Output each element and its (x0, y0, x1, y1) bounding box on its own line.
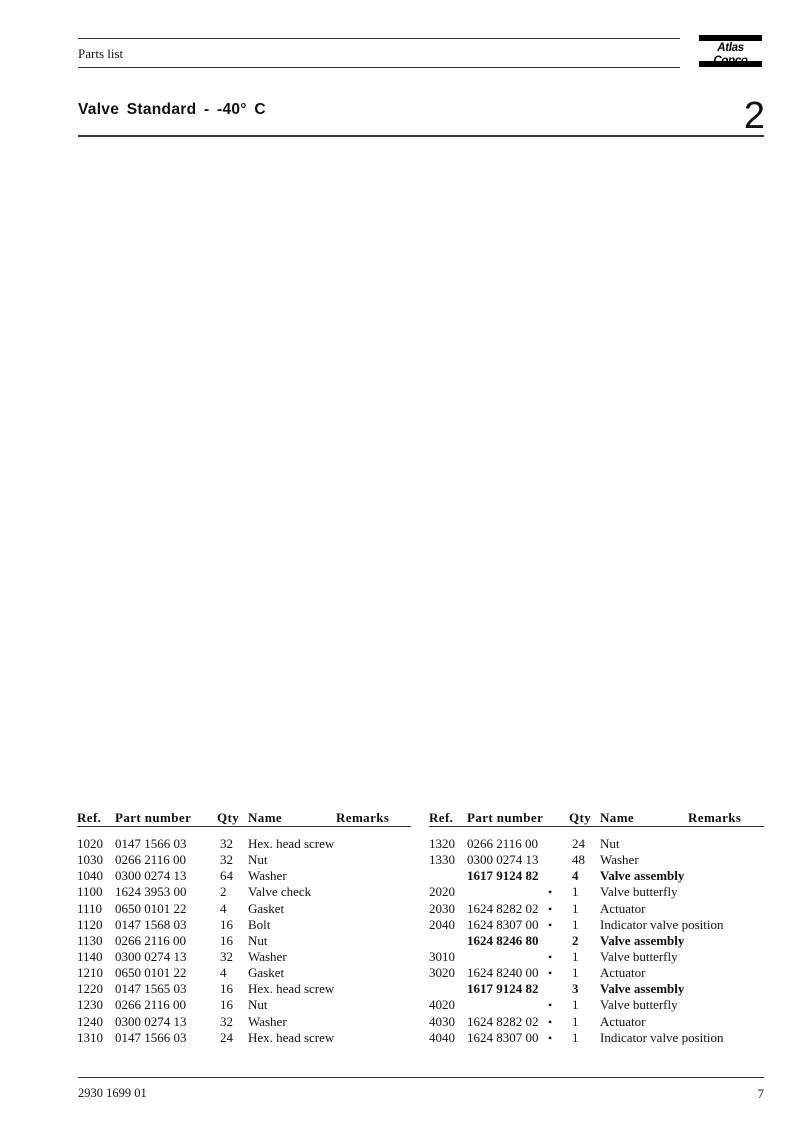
parts-table-left (77, 810, 411, 1050)
row-qty: 1 (572, 948, 579, 964)
row-qty: 32 (220, 836, 233, 851)
row-part-number: 0300 0274 13 (467, 852, 539, 868)
row-part-number: 0147 1568 03 (115, 916, 187, 932)
row-name: Washer (248, 1013, 287, 1029)
row-qty: 1 (572, 916, 579, 932)
row-name: Hex. head screw (248, 1029, 335, 1045)
row-ref: 1210 (77, 965, 103, 981)
row-ref: 1120 (77, 916, 103, 932)
row-bullet: • (548, 949, 553, 964)
footer-rule (78, 1077, 764, 1078)
row-part-number: 1624 8282 02 (467, 900, 539, 916)
row-ref: 1130 (77, 932, 103, 948)
row-part-number: 0147 1566 03 (115, 836, 187, 851)
row-part-number: 0266 2116 00 (115, 997, 187, 1013)
col-header-ref: Ref. (429, 810, 454, 825)
row-ref: 4020 (429, 997, 455, 1013)
row-name: Valve assembly (600, 868, 685, 884)
row-qty: 1 (572, 900, 579, 916)
row-ref: 1030 (77, 852, 103, 868)
row-part-number: 1624 8282 02 (467, 1013, 539, 1029)
row-name: Nut (248, 997, 268, 1013)
title-rule (78, 135, 764, 137)
row-part-number: 0300 0274 13 (115, 1013, 187, 1029)
page-title: Valve Standard - -40° C (78, 101, 266, 118)
row-qty: 16 (220, 997, 233, 1013)
row-part-number: 1624 3953 00 (115, 884, 187, 900)
row-bullet: • (548, 1030, 553, 1045)
row-qty: 32 (220, 1013, 233, 1029)
row-name: Actuator (600, 965, 646, 981)
row-bullet: • (548, 901, 553, 916)
row-qty: 2 (572, 932, 579, 948)
row-part-number: 0266 2116 00 (467, 836, 539, 851)
table-header-rule (77, 826, 411, 827)
row-qty: 1 (572, 1029, 579, 1045)
header-top-rule (78, 38, 680, 39)
row-part-number: 1624 8240 00 (467, 965, 539, 981)
col-header-qty: Qty (569, 810, 592, 825)
row-bullet: • (548, 917, 553, 932)
row-qty: 64 (220, 868, 233, 884)
row-qty: 4 (572, 868, 579, 884)
row-ref: 1230 (77, 997, 103, 1013)
row-name: Gasket (248, 900, 285, 916)
row-ref: 1100 (77, 884, 103, 900)
col-header-name: Name (600, 810, 635, 825)
row-name: Washer (248, 868, 287, 884)
row-name: Valve check (248, 884, 312, 900)
row-qty: 32 (220, 852, 233, 868)
logo-bar-bottom (699, 61, 762, 67)
row-name: Gasket (248, 965, 285, 981)
row-part-number: 0650 0101 22 (115, 965, 187, 981)
row-ref: 3010 (429, 948, 455, 964)
row-bullet: • (548, 998, 553, 1013)
row-ref: 3020 (429, 965, 455, 981)
parts-table-right (429, 810, 764, 1050)
row-part-number: 0147 1566 03 (115, 1029, 187, 1045)
document-code: 2930 1699 01 (78, 1086, 147, 1100)
row-part-number: 0147 1565 03 (115, 981, 187, 997)
row-name: Indicator valve position (600, 1029, 724, 1045)
row-qty: 4 (220, 965, 227, 981)
row-part-number: 1624 8307 00 (467, 916, 539, 932)
row-ref: 4040 (429, 1029, 455, 1045)
row-ref: 1330 (429, 852, 455, 868)
row-part-number: 0300 0274 13 (115, 868, 187, 884)
row-qty: 16 (220, 981, 233, 997)
row-qty: 24 (572, 836, 585, 851)
row-name: Hex. head screw (248, 836, 335, 851)
row-name: Valve assembly (600, 981, 685, 997)
row-part-number: 0300 0274 13 (115, 948, 187, 964)
row-ref: 2040 (429, 916, 455, 932)
header-label: Parts list (78, 46, 124, 61)
col-header-name: Name (248, 810, 283, 825)
atlas-copco-logo (699, 35, 762, 67)
row-ref: 1320 (429, 836, 455, 851)
table-header-rule (429, 826, 764, 827)
row-qty: 1 (572, 884, 579, 900)
col-header-qty: Qty (217, 810, 240, 825)
row-qty: 16 (220, 916, 233, 932)
row-qty: 4 (220, 900, 227, 916)
row-name: Actuator (600, 1013, 646, 1029)
row-name: Hex. head screw (248, 981, 335, 997)
row-ref: 1310 (77, 1029, 103, 1045)
row-name: Washer (248, 948, 287, 964)
row-part-number: 0650 0101 22 (115, 900, 187, 916)
row-name: Bolt (248, 916, 271, 932)
row-bullet: • (548, 966, 553, 981)
col-header-remarks: Remarks (688, 810, 742, 825)
col-header-part-number: Part number (115, 810, 192, 825)
row-ref: 1020 (77, 836, 103, 851)
row-name: Nut (600, 836, 620, 851)
row-bullet: • (548, 885, 553, 900)
row-part-number: 1617 9124 82 (467, 868, 539, 884)
row-qty: 24 (220, 1029, 233, 1045)
row-qty: 32 (220, 948, 233, 964)
row-ref: 4030 (429, 1013, 455, 1029)
row-name: Nut (248, 852, 268, 868)
section-number: 2 (743, 95, 765, 137)
row-name: Valve assembly (600, 932, 685, 948)
col-header-ref: Ref. (77, 810, 102, 825)
row-ref: 1040 (77, 868, 103, 884)
row-part-number: 0266 2116 00 (115, 932, 187, 948)
row-part-number: 1624 8307 00 (467, 1029, 539, 1045)
row-ref: 1140 (77, 948, 103, 964)
row-qty: 1 (572, 997, 579, 1013)
row-name: Valve butterfly (600, 997, 678, 1013)
row-name: Valve butterfly (600, 948, 678, 964)
row-ref: 2020 (429, 884, 455, 900)
row-name: Actuator (600, 900, 646, 916)
row-name: Valve butterfly (600, 884, 678, 900)
row-ref: 1240 (77, 1013, 103, 1029)
row-qty: 2 (220, 884, 227, 900)
logo-wordmark: Atlas (717, 42, 744, 54)
row-part-number: 1624 8246 80 (467, 932, 539, 948)
row-qty: 1 (572, 965, 579, 981)
row-qty: 48 (572, 852, 585, 868)
page-number: 7 (757, 1086, 764, 1101)
row-part-number: 1617 9124 82 (467, 981, 539, 997)
row-name: Nut (248, 932, 268, 948)
row-qty: 1 (572, 1013, 579, 1029)
header-bottom-rule (78, 67, 680, 68)
row-ref: 2030 (429, 900, 455, 916)
row-qty: 3 (572, 981, 579, 997)
row-ref: 1110 (77, 900, 103, 916)
col-header-part-number: Part number (467, 810, 544, 825)
row-part-number: 0266 2116 00 (115, 852, 187, 868)
row-name: Indicator valve position (600, 916, 724, 932)
row-bullet: • (548, 1014, 553, 1029)
row-qty: 16 (220, 932, 233, 948)
row-ref: 1220 (77, 981, 103, 997)
row-name: Washer (600, 852, 639, 868)
logo-bar-top (699, 35, 762, 41)
col-header-remarks: Remarks (336, 810, 390, 825)
